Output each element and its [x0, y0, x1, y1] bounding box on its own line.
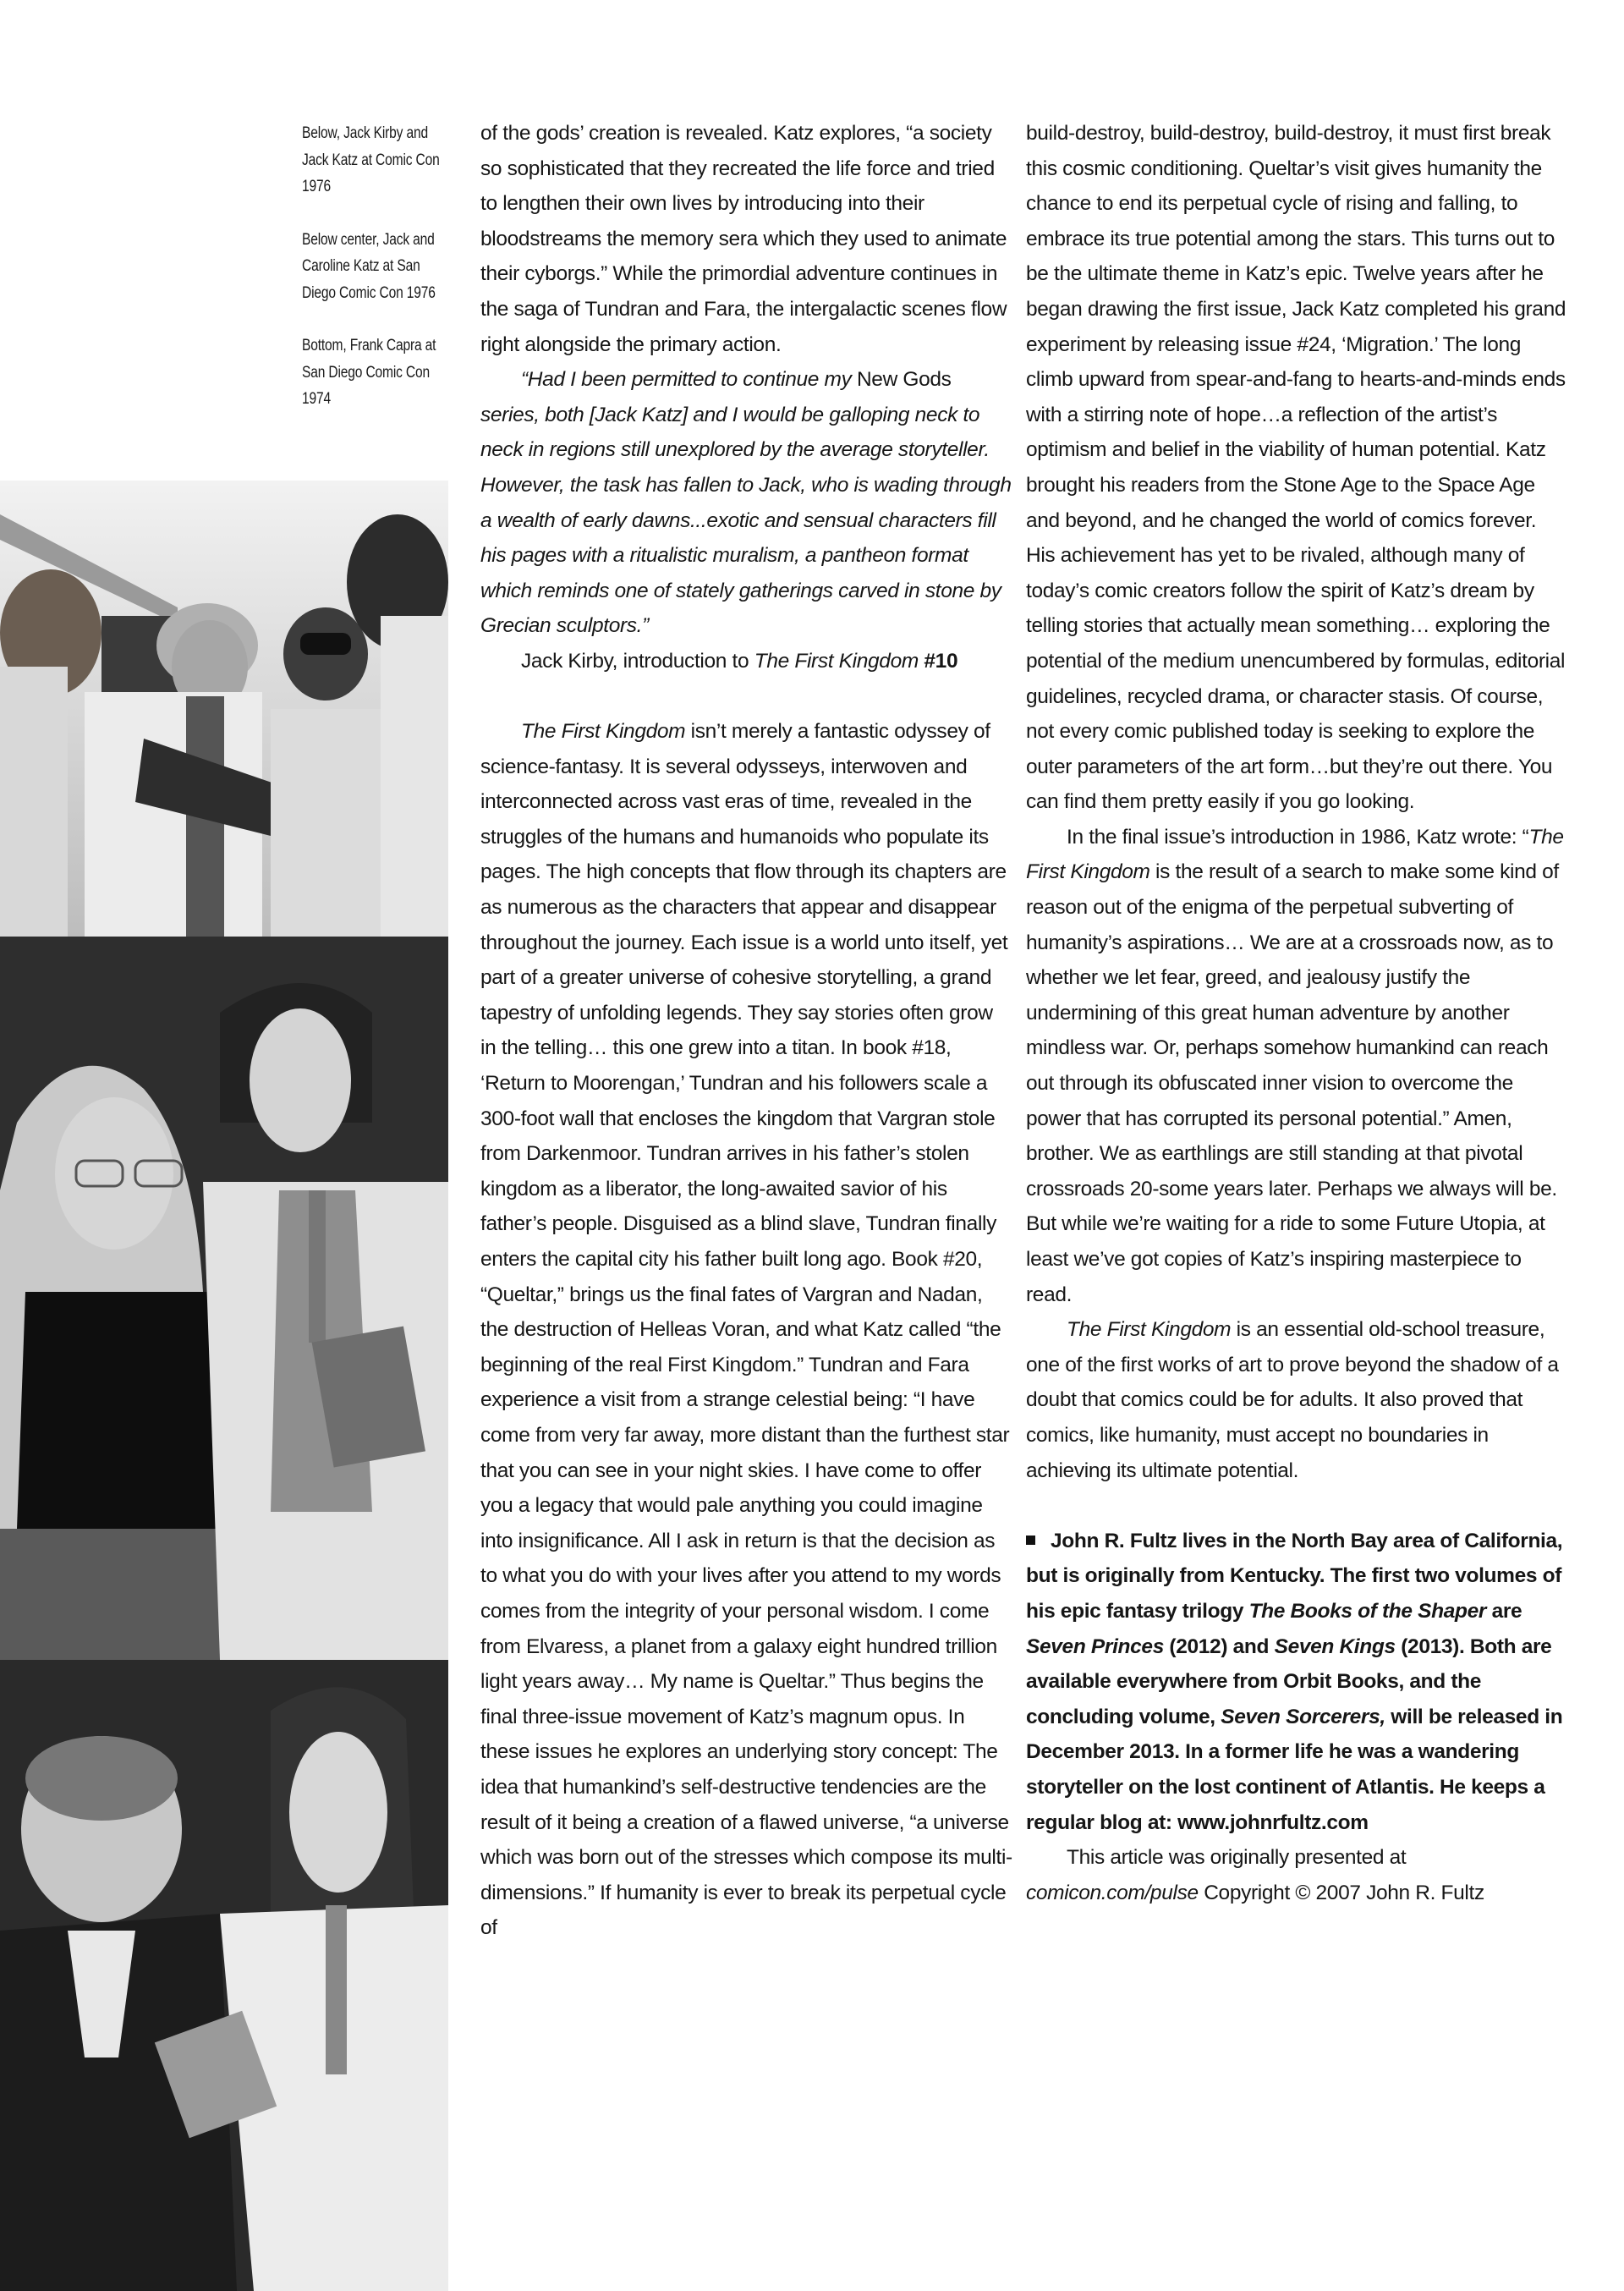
bio-text: (2013). Both are available everywhere from Orbit Books, and the concluding volume,	[1026, 1634, 1552, 1728]
paragraph: of the gods’ creation is revealed. Katz explores, “a society so sophisticated that they recreated the life force and tried to lengthen their own lives by introducing into their bloodstreams the memory sera which they used to animate their cyborgs.” While the primordial adventure continues in the saga of Tundran and Fara, the intergalactic scenes flow right alongside the primary action.	[480, 122, 1007, 356]
quote-attribution	[480, 644, 1013, 679]
paragraph-text: is the result of a search to make some kind of reason out of the enigma of the perpetual subverting of humanity’s aspirations… We are at a crossroads now, as to whether we let fear, greed, and jealousy justify the undermining of this great human adventure by another mindless war. Or, perhaps somehow humankind can reach out through its obfuscated inner vision to overcome the power that has corrupted its personal potential.” Amen, brother. We as earthlings are still standing at that pivotal crossroads 20-some years later. Perhaps we always will be. But while we’re waiting for a ride to some Future Utopia, at least we’ve got copies of Katz’s inspiring masterpiece to read.	[1026, 860, 1559, 1306]
kirby-quote	[480, 362, 1013, 644]
bio-title: Seven Sorcerers,	[1221, 1705, 1385, 1728]
article-credit	[1026, 1840, 1567, 1910]
quote-text: “Had I been permitted to continue my	[521, 368, 857, 392]
paragraph-text: is an essential old-school treasure, one of the first works of art to prove beyond the shadow of a doubt that comics could be for adults. It also proved that comics, like humanity, must accept no boundaries in achieving its ultimate potential.	[1026, 1318, 1559, 1482]
attribution-text: Jack Kirby, introduction to	[521, 649, 754, 673]
paragraph-text: isn’t merely a fantastic odyssey of science-fantasy. It is several odysseys, interwoven and interconnected across vast eras of time, revealed in the struggles of the humans and humanoids who populate its pages. The high concepts that flow through its chapters are as numerous as the characters that appear and disappear throughout the journey. Each issue is a world unto itself, yet part of a greater universe of cohesive storytelling, a grand tapestry of unfolding legends. They say stories often grow in the telling… this one grew into a titan. In book #18, ‘Return to Moorengan,’ Tundran and his followers scale a 300-foot wall that encloses the kingdom that Vargran stole from Darkenmoor. Tundran arrives in his father’s stolen kingdom as a liberator, the long-awaited savior of his father’s people. Disguised as a blind slave, Tundran finally enters the capital city his father built long ago. Book #20, “Queltar,” brings us the final fates of Vargran and Nadan, the destruction of Helleas Voran, and what Katz called “the beginning of the real First Kingdom.” Tundran and Fara experience a visit from a strange celestial being: “I have come from very far away, more distant than the furthest star that you can see in your night skies. I have come to offer you a legacy that would pale anything you could imagine into insignificance. All I ask in return is that the decision as to what you do with your lives after you attend to my words comes from the integrity of your personal wisdom. I come from Elvaress, a planet from a galaxy eight hundred trillion light years away… My name is Queltar.” Thus begins the final three-issue movement of Katz’s magnum opus. In these issues he explores an underlying story concept: The idea that humankind’s self-destructive tendencies are the result of it being a creation of a flawed universe, “a universe which was born out of the stresses which compose its multi-dimensions.” If humanity is ever to break its perpetual cycle of	[480, 720, 1012, 1940]
credit-source: comicon.com/pulse	[1026, 1881, 1199, 1904]
bio-text: John R. Fultz lives in the North Bay area of California, but is originally from Kentucky. The first two volumes of his epic fantasy trilogy	[1026, 1529, 1563, 1623]
author-bio	[1026, 1524, 1567, 1840]
copyright-text: Copyright © 2007 John R. Fultz	[1198, 1881, 1484, 1904]
caption-frank-capra: Bottom, Frank Capra at San Diego Comic Con 1974	[302, 337, 436, 408]
article-column-3	[1026, 116, 1567, 1910]
paragraph-text: In the final issue’s introduction in 1986, Katz wrote: “	[1067, 825, 1529, 849]
bio-title: The Books of the Shaper	[1248, 1599, 1487, 1623]
bio-title: Seven Princes	[1026, 1634, 1164, 1658]
paragraph	[480, 714, 1013, 1946]
book-title: The First Kingdom	[521, 720, 686, 744]
book-title: The First Kingdom	[1026, 825, 1564, 884]
paragraph	[1026, 820, 1567, 1312]
photo-frank-capra	[0, 1660, 448, 2291]
paragraph: build-destroy, build-destroy, build-destroy, it must first break this cosmic conditioning. Queltar’s visit gives humanity the chance to end its perpetual cycle of rising and falling, to embrace its true potential among the stars. This turns out to be the ultimate theme in Katz’s epic. Twelve years after he began drawing the first issue, Jack Katz completed his grand experiment by releasing issue #24, ‘Migration.’ The long climb upward from spear-and-fang to hearts-and-minds ends with a stirring note of hope…a reflection of the artist’s optimism and belief in the viability of human potential. Katz brought his readers from the Stone Age to the Space Age and beyond, and he changed the world of comics forever. His achievement has yet to be rivaled, although many of today’s comic creators follow the spirit of Katz’s dream by telling stories that actually mean something… exploring the potential of the medium unencumbered by formulas, editorial guidelines, recycled drama, or character stasis. Of course, not every comic published today is seeking to explore the outer parameters of the art form…but they’re out there. You can find them pretty easily if you go looking.	[1026, 122, 1566, 814]
attribution-issue: #10	[924, 649, 958, 673]
caption-kirby-katz: Below, Jack Kirby and Jack Katz at Comic Con 1976	[302, 124, 440, 195]
bio-text: will be released in December 2013. In a former life he was a wandering storyteller on the lost continent of Atlantis. He keeps a regular blog at: www.johnrfultz.com	[1026, 1705, 1563, 1834]
quote-text: series, both [Jack Katz] and I would be galloping neck to neck in regions still unexplored by the average storyteller. However, the task has fallen to Jack, who is wading through a wealth of early dawns...exotic and sensual characters fill his pages with a ritualistic muralism, a pantheon format which reminds one of stately gatherings carved in stone by Grecian sculptors.”	[480, 403, 1012, 638]
paragraph	[1026, 1312, 1567, 1488]
caption-jack-caroline-katz: Below center, Jack and Caroline Katz at San Diego Comic Con 1976	[302, 230, 436, 302]
bio-text: (2012) and	[1163, 1634, 1275, 1658]
bio-text: are	[1486, 1599, 1522, 1623]
photo-kirby-katz	[0, 481, 448, 937]
attribution-title: The First Kingdom	[754, 649, 919, 673]
credit-text: This article was originally presented at	[1067, 1846, 1407, 1870]
square-bullet-icon	[1026, 1536, 1035, 1545]
bio-title: Seven Kings	[1274, 1634, 1396, 1658]
photo-jack-caroline-katz	[0, 937, 448, 1660]
photo-captions	[302, 120, 440, 439]
article-column-2	[480, 116, 1013, 1946]
quote-title-new-gods: New Gods	[856, 368, 952, 392]
book-title: The First Kingdom	[1067, 1318, 1232, 1342]
